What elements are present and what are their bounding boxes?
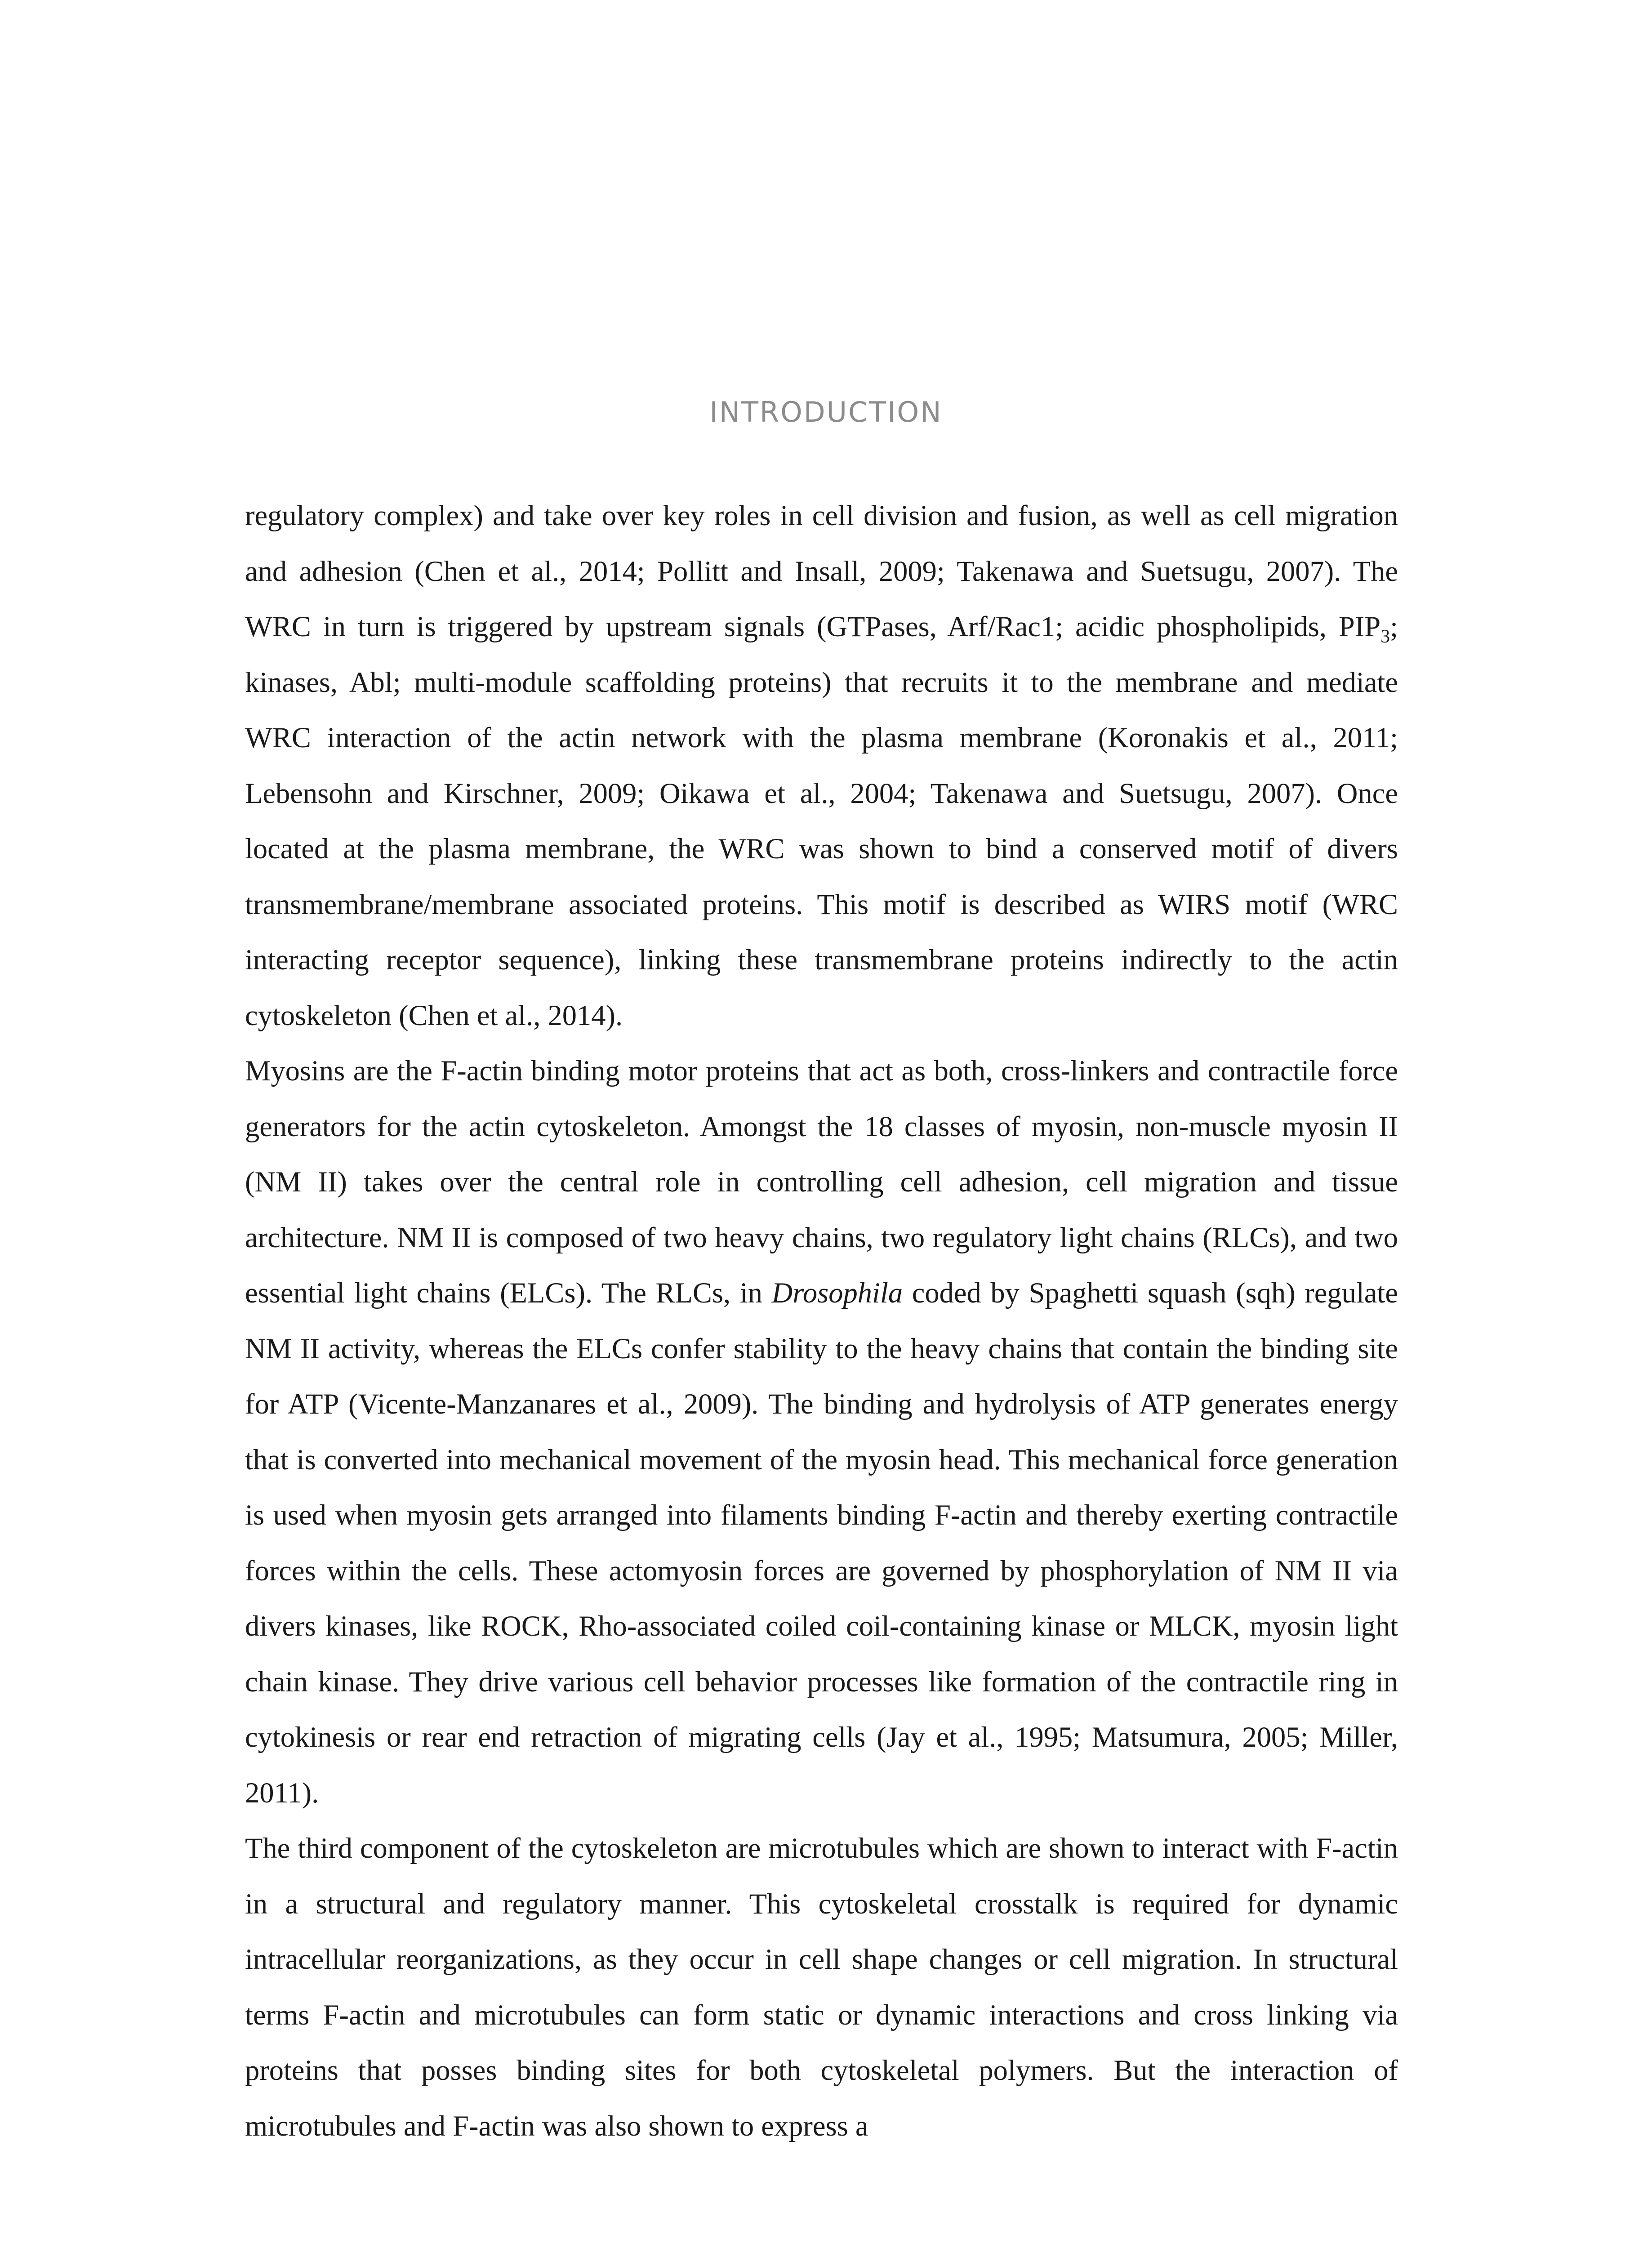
paragraph-myosins [245,1043,1398,1820]
paragraph-wrc-text-b: ; kinases, Abl; multi-module scaffolding proteins) that recruits it to the membrane and mediate WRC interaction of the actin network with the plasma membrane (Koronakis et al., 2011; Lebensohn and Kirschner, 2009; Oikawa et al., 2004; Takenawa and Suetsugu, 2007). Once located at the plasma membrane, the WRC was shown to bind a conserved motif of divers transmembrane/membrane associated proteins. This motif is described as WIRS motif (WRC interacting receptor sequence), linking these transmembrane proteins indirectly to the actin cytoskeleton (Chen et al., 2014). [245,611,1398,1031]
paragraph-myosins-text-a: Myosins are the F-actin binding motor proteins that act as both, cross-linkers and contractile force generators for the actin cytoskeleton. Amongst the 18 classes of myosin, non-muscle myosin II (NM II) takes over the central role in controlling cell adhesion, cell migration and tissue architecture. NM II is composed of two heavy chains, two regulatory light chains (RLCs), and two essential light chains (ELCs). The RLCs, in [245,1055,1398,1309]
drosophila-italic: Drosophila [771,1277,903,1309]
running-header: INTRODUCTION [709,396,943,428]
body-text [245,488,1398,2154]
paragraph-wrc [245,488,1398,1043]
paragraph-microtubules: The third component of the cytoskeleton are microtubules which are shown to interact with F-actin in a structural and regulatory manner. This cytoskeletal crosstalk is required for dynamic intracellular reorganizations, as they occur in cell shape changes or cell migration. In structural terms F-actin and microtubules can form static or dynamic interactions and cross linking via proteins that posses binding sites for both cytoskeletal polymers. But the interaction of microtubules and F-actin was also shown to express a [245,1832,1398,2142]
paragraph-wrc-text-a: regulatory complex) and take over key roles in cell division and fusion, as well as cell migration and adhesion (Chen et al., 2014; Pollitt and Insall, 2009; Takenawa and Suetsugu, 2007). The WRC in turn is triggered by upstream signals (GTPases, Arf/Rac1; acidic phospholipids, PIP [245,500,1398,642]
pip-subscript: 3 [1380,626,1390,647]
paragraph-myosins-text-b: coded by Spaghetti squash (sqh) regulate NM II activity, whereas the ELCs confer stability to the heavy chains that contain the binding site for ATP (Vicente-Manzanares et al., 2009). The binding and hydrolysis of ATP generates energy that is converted into mechanical movement of the myosin head. This mechanical force generation is used when myosin gets arranged into filaments binding F-actin and thereby exerting contractile forces within the cells. These actomyosin forces are governed by phosphorylation of NM II via divers kinases, like ROCK, Rho-associated coiled coil-containing kinase or MLCK, myosin light chain kinase. They drive various cell behavior processes like formation of the contractile ring in cytokinesis or rear end retraction of migrating cells (Jay et al., 1995; Matsumura, 2005; Miller, 2011). [245,1277,1398,1809]
